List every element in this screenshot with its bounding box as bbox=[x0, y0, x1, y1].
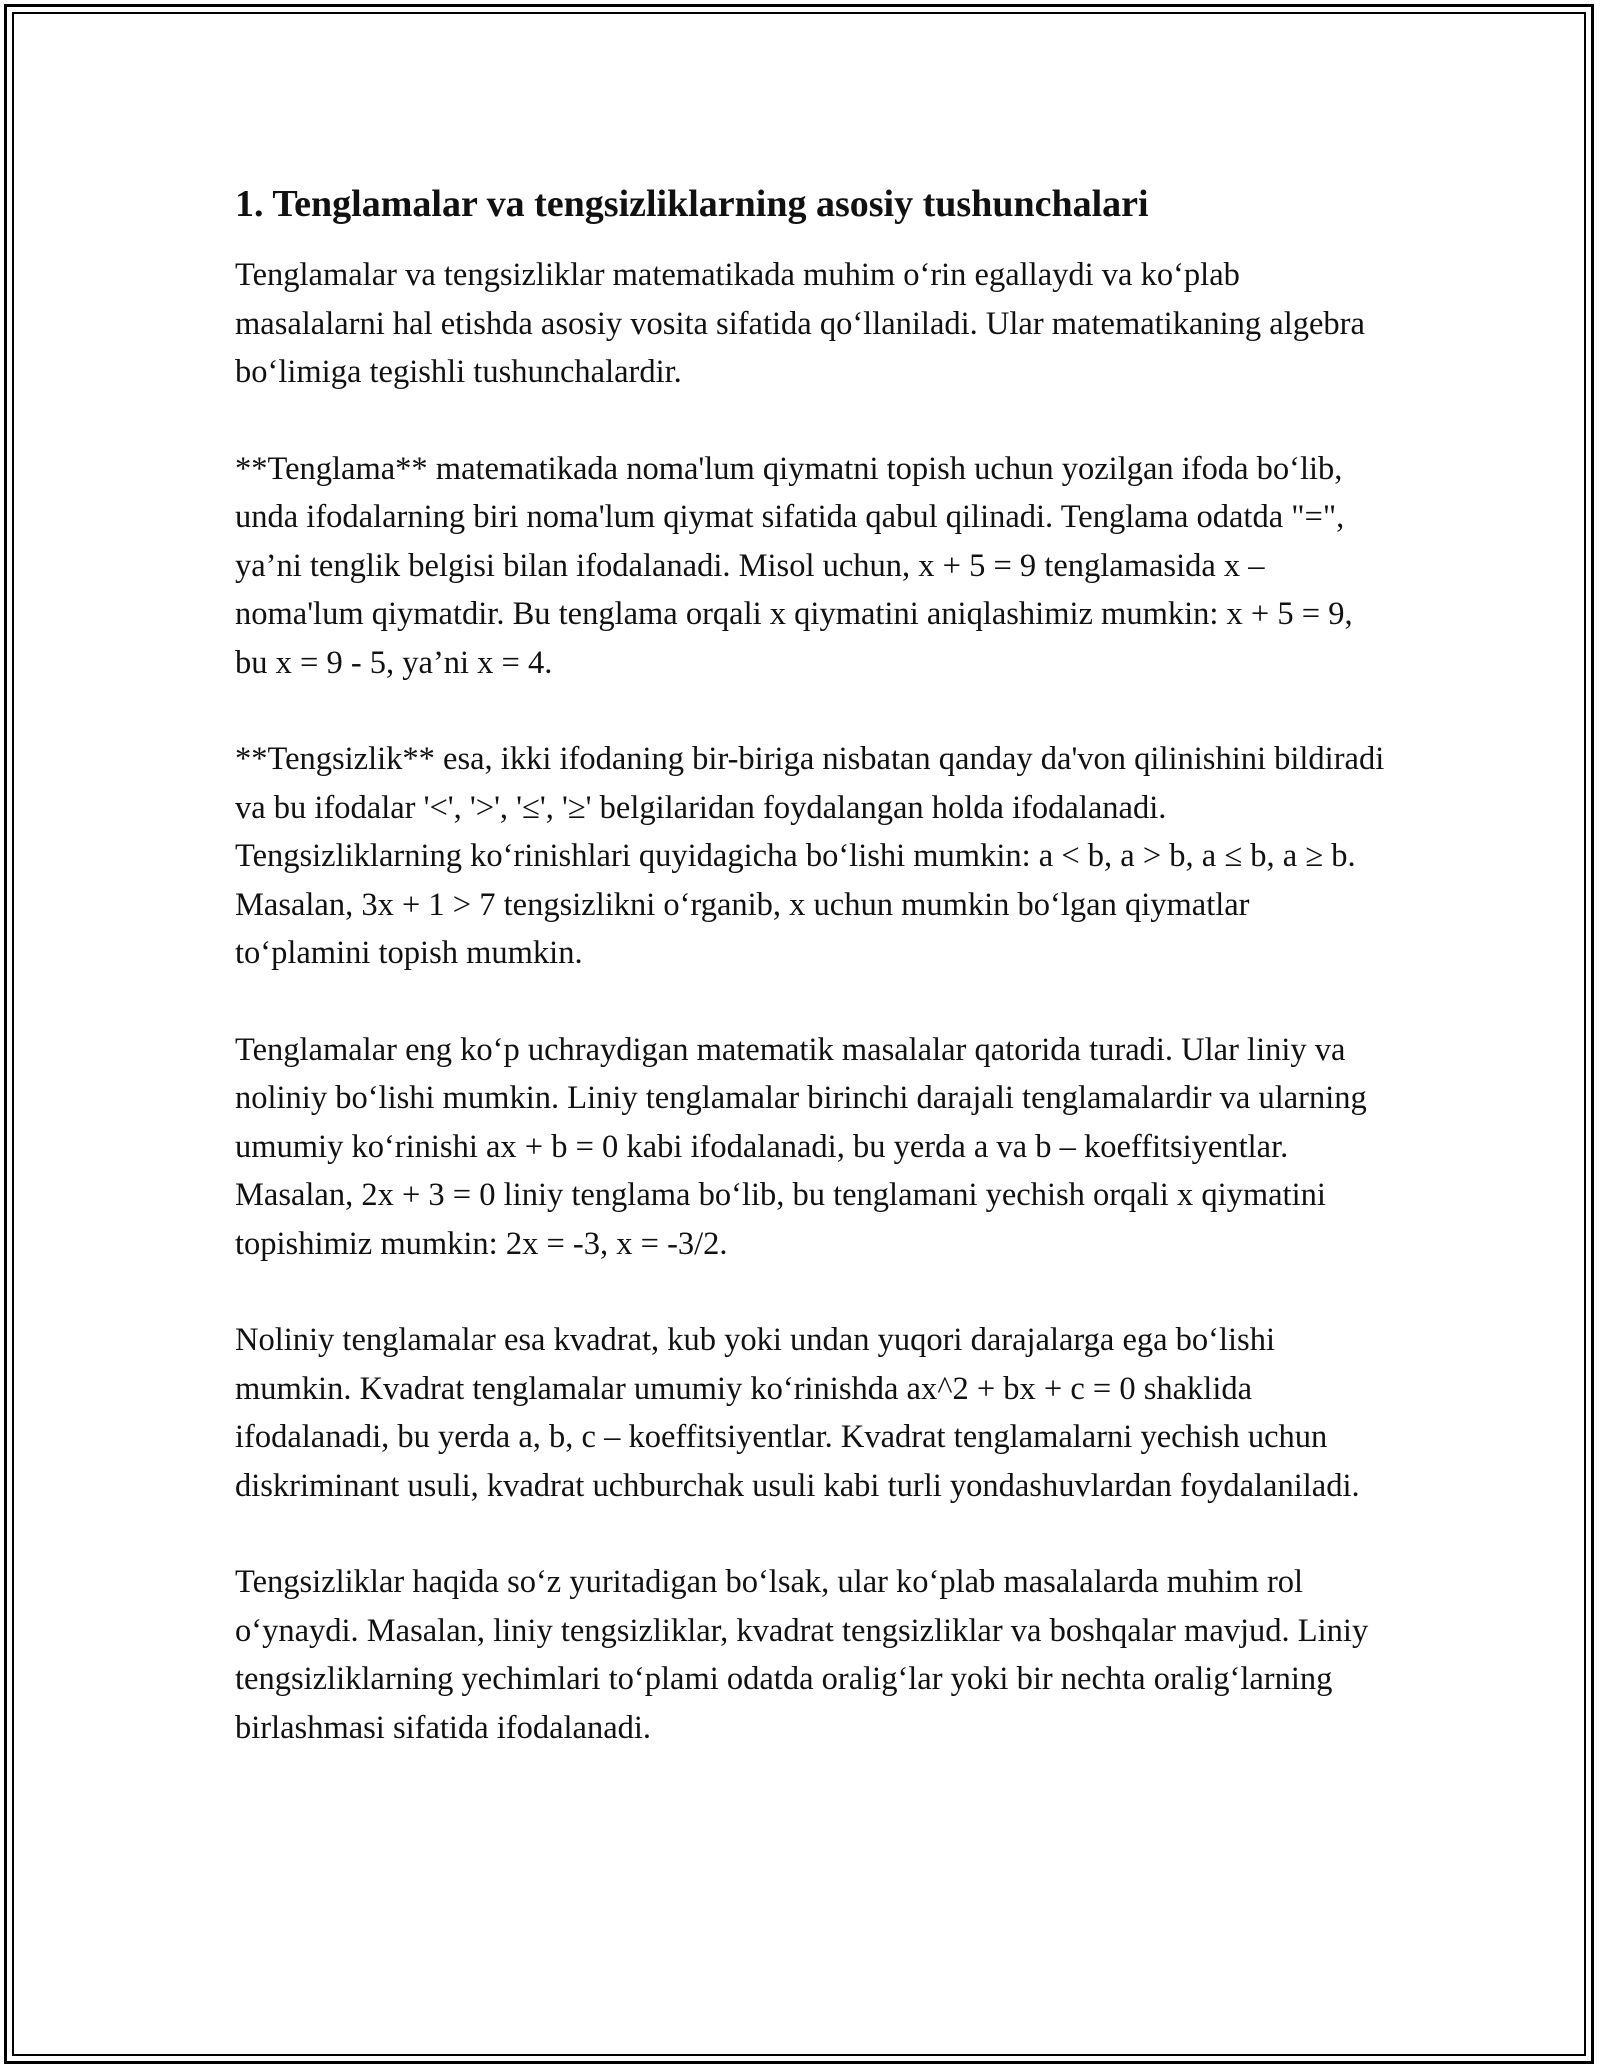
section-heading: 1. Tenglamalar va tengsizliklarning asosiy tushunchalari bbox=[235, 183, 1149, 225]
paragraph-intro: Tenglamalar va tengsizliklar matematikada muhim o‘rin egallaydi va ko‘plab masalalarni hal etishda asosiy vosita sifatida qo‘llaniladi. Ular matematikaning algebra bo‘limiga tegishli tushunchalardir. bbox=[235, 257, 1365, 391]
paragraph-liniy-tenglamalar: Tenglamalar eng ko‘p uchraydigan matematik masalalar qatorida turadi. Ular liniy va noliniy bo‘lishi mumkin. Liniy tenglamalar birinchi darajali tenglamalardir va ularning umumiy ko‘rinishi ax + b = 0 kabi ifodalanadi, bu yerda a va b – koeffitsiyentlar. Masalan, 2x + 3 = 0 liniy tenglama bo‘lib, bu tenglamani yechish orqali x qiymatini topishimiz mumkin: 2x = -3, x = -3/2. bbox=[235, 1031, 1367, 1262]
paragraph-tengsizlik: **Tengsizlik** esa, ikki ifodaning bir-biriga nisbatan qanday da'von qilinishini bildiradi va bu ifodalar '<', '>', '≤', '≥' belgilaridan foydalangan holda ifodalanadi. Tengsizliklarning ko‘rinishlari quyidagicha bo‘lishi mumkin: a < b, a > b, a ≤ b, a ≥ b. Masalan, 3x + 1 > 7 tengsizlikni o‘rganib, x uchun mumkin bo‘lgan qiymatlar to‘plamini topish mumkin. bbox=[235, 741, 1385, 972]
paragraph-tenglama: **Tenglama** matematikada noma'lum qiymatni topish uchun yozilgan ifoda bo‘lib, unda ifodalarning biri noma'lum qiymat sifatida qabul qilinadi. Tenglama odatda "=", ya’ni tenglik belgisi bilan ifodalanadi. Misol uchun, x + 5 = 9 tenglamasida x – noma'lum qiymatdir. Bu tenglama orqali x qiymatini aniqlashimiz mumkin: x + 5 = 9, bu x = 9 - 5, ya’ni x = 4. bbox=[235, 450, 1353, 681]
document-body bbox=[235, 180, 1385, 1800]
paragraph-noliniy-tenglamalar: Noliniy tenglamalar esa kvadrat, kub yoki undan yuqori darajalarga ega bo‘lishi mumkin. Kvadrat tenglamalar umumiy ko‘rinishda ax^2 + bx + c = 0 shaklida ifodalanadi, bu yerda a, b, c – koeffitsiyentlar. Kvadrat tenglamalarni yechish uchun diskriminant usuli, kvadrat uchburchak usuli kabi turli yondashuvlardan foydalaniladi. bbox=[235, 1322, 1360, 1504]
paragraph-tengsizliklar: Tengsizliklar haqida so‘z yuritadigan bo‘lsak, ular ko‘plab masalalarda muhim rol o‘ynaydi. Masalan, liniy tengsizliklar, kvadrat tengsizliklar va boshqalar mavjud. Liniy tengsizliklarning yechimlari to‘plami odatda oralig‘lar yoki bir nechta oralig‘larning birlashmasi sifatida ifodalanadi. bbox=[235, 1564, 1369, 1746]
